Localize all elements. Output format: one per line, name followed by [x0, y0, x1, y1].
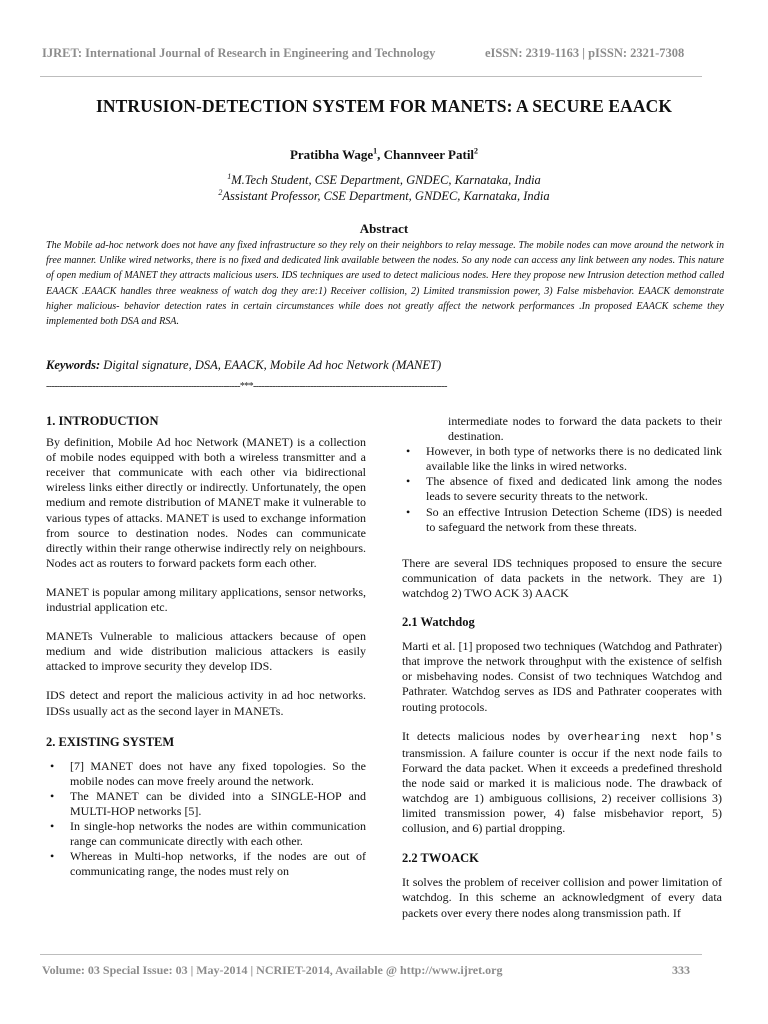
- list-item: • Whereas in Multi-hop networks, if the nodes are out of communicating range, the nodes must rely on: [46, 849, 366, 879]
- keywords-text: Digital signature, DSA, EAACK, Mobile Ad hoc Network (MANET): [100, 358, 442, 372]
- networks-list: [402, 444, 722, 535]
- author-2-sup: 2: [474, 146, 479, 156]
- affiliation-2-sup: 2: [218, 187, 223, 197]
- list-continuation: intermediate nodes to forward the data packets to their destination.: [448, 414, 722, 444]
- existing-system-heading: 2. EXISTING SYSTEM: [46, 734, 175, 749]
- right-column: [402, 414, 722, 921]
- paper-title: INTRUSION-DETECTION SYSTEM FOR MANETS: A SECURE EAACK: [95, 96, 673, 116]
- author-1-sup: 1: [373, 146, 378, 156]
- list-item: • The absence of fixed and dedicated link among the nodes leads to severe security threats to the network.: [402, 474, 722, 504]
- list-item: • The MANET can be divided into a SINGLE-HOP and MULTI-HOP networks [5].: [46, 789, 366, 819]
- watchdog-text-b: transmission. A failure counter is occur if the next node fails to Forward the data packet. When it exceeds a predefined threshold the node said or marked it is malicious node. The drawback of watchdog are 1) ambiguous collisions, 2) receiver collisions 3) limited transmission power, 4) false misbehavior report, 5) collusion, and 6) partial dropping.: [402, 745, 722, 836]
- list-item: • In single-hop networks the nodes are within communication range can communicate directly with each other.: [46, 819, 366, 849]
- list-item: • [7] MANET does not have any fixed topologies. So the mobile nodes can move freely around the network.: [46, 759, 366, 789]
- twoack-heading: 2.2 TWOACK: [402, 851, 479, 866]
- intro-paragraph-2: MANET is popular among military applications, sensor networks, industrial application etc.: [46, 584, 366, 615]
- ids-paragraph: There are several IDS techniques proposed to ensure the secure communication of data packets in the network. They are 1) watchdog 2) TWO ACK 3) AACK: [402, 555, 722, 600]
- intro-paragraph-3: MANETs Vulnerable to malicious attackers because of open medium and wide distribution malicious attackers is easily attacked to improve security they develop IDS.: [46, 629, 366, 674]
- abstract-text: The Mobile ad-hoc network does not have any fixed infrastructure so they rely on their neighbors to relay message. The mobile nodes can move around the network in free manner. Unlike wired networks, there is no fixed and dedicated link available between the nodes. So any node can access any link between any nodes. This nature of open medium of MANET they attracts malicious users. IDS techniques are used to detect malicious nodes. Here they propose new Intrusion detection method called EAACK .EAACK handles three weakness of watch dog they are:1) Receiver collision, 2) Limited transmission power, 3) False misbehavior. EAACK demonstrate higher malicious- behavior detection rates in certain circumstances while does not greatly affect the network performances .In proposed EAACK scheme they implemented both DSA and RSA.: [46, 240, 724, 328]
- author-2: Channveer Patil: [383, 147, 475, 162]
- author-sep: ,: [377, 147, 384, 162]
- intro-paragraph-1: By definition, Mobile Ad hoc Network (MANET) is a collection of mobile nodes equipped with both a wireless transmitter and a receiver that communicate with each other via bidirectional wireless links either directly or indirectly. Unfortunately, the open medium and remote distribution of MANET make it vulnerable to various types of attacks. MANET is used to exchange information from source to destination nodes. Nodes can communicate directly within their range otherwise indirectly rely on neighbours. Nodes act as routers to forward packets form each other.: [46, 435, 366, 570]
- affiliation-2-text: Assistant Professor, CSE Department, GNDEC, Karnataka, India: [222, 189, 550, 203]
- affiliation-1-sup: 1: [227, 171, 232, 181]
- list-item: • So an effective Intrusion Detection Scheme (IDS) is needed to safeguard the network from these threats.: [402, 505, 722, 535]
- footer-citation: Volume: 03 Special Issue: 03 | May-2014 | NCRIET-2014, Available @ http://www.ijret.org: [42, 963, 503, 977]
- intro-heading: 1. INTRODUCTION: [46, 414, 159, 428]
- keywords-label: Keywords:: [46, 358, 101, 372]
- header-rule: [40, 76, 702, 77]
- watchdog-text-a: It detects malicious nodes by: [402, 728, 568, 743]
- twoack-paragraph: It solves the problem of receiver collision and power limitation of watchdog. In this scheme an acknowledgment of every data packets over every there nodes along transmission path. If: [402, 875, 722, 920]
- watchdog-heading: 2.1 Watchdog: [402, 615, 475, 630]
- page-header: [0, 0, 768, 80]
- left-column: [46, 414, 366, 879]
- page-number: 333: [672, 963, 690, 977]
- affiliation-1-text: M.Tech Student, CSE Department, GNDEC, Karnataka, India: [231, 173, 541, 187]
- watchdog-paragraph-2: [402, 729, 722, 837]
- watchdog-paragraph-1: Marti et al. [1] proposed two techniques (Watchdog and Pathrater) that improve the network throughput with the existence of selfish or misbehaving nodes. Consist of two techniques Watchdog and Pathrater. Watchdog serves as IDS and Pathrater cooperates with routing protocols.: [402, 639, 722, 714]
- section-divider: -----------------------------------------------------------------------***-----------------------------------------------------------------------: [46, 381, 447, 392]
- issn-label: eISSN: 2319-1163 | pISSN: 2321-7308: [485, 46, 685, 60]
- affiliation-2: [0, 189, 768, 204]
- abstract-heading: Abstract: [359, 221, 409, 236]
- author-line: [0, 147, 768, 163]
- list-item: • However, in both type of networks there is no dedicated link available like the links in wired networks.: [402, 444, 722, 474]
- watchdog-text-mono: overhearing next hop's: [567, 731, 722, 744]
- author-1: Pratibha Wage: [289, 147, 374, 162]
- intro-paragraph-4: IDS detect and report the malicious activity in ad hoc networks. IDSs usually act as the second layer in MANETs.: [46, 688, 366, 718]
- footer-rule: [40, 954, 702, 955]
- keywords: [46, 358, 441, 373]
- affiliation-1: [0, 173, 768, 188]
- journal-name: IJRET: International Journal of Research in Engineering and Technology: [42, 46, 436, 60]
- existing-system-list: [46, 759, 366, 880]
